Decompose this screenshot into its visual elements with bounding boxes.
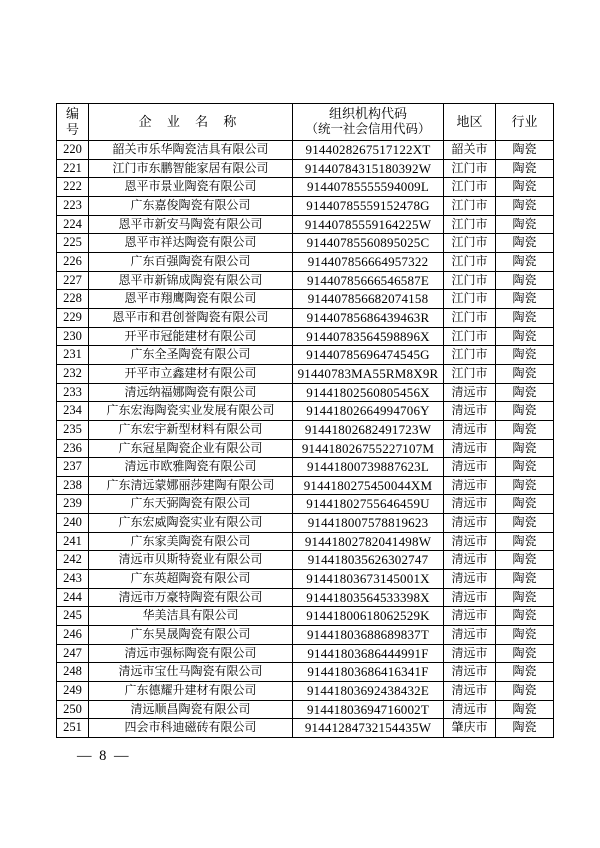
cell-credit-code: 91440785555594009L [293, 178, 444, 197]
cell-company-name: 广东昊晟陶瓷有限公司 [89, 626, 293, 645]
cell-credit-code: 91440785696474545G [293, 346, 444, 365]
cell-company-name: 广东德耀升建材有限公司 [89, 682, 293, 701]
cell-industry: 陶瓷 [496, 383, 554, 402]
cell-no: 240 [57, 514, 89, 533]
cell-region: 江门市 [444, 290, 496, 309]
cell-credit-code: 91441803688689837T [293, 626, 444, 645]
cell-industry: 陶瓷 [496, 626, 554, 645]
cell-no: 237 [57, 458, 89, 477]
cell-industry: 陶瓷 [496, 141, 554, 160]
cell-region: 清远市 [444, 551, 496, 570]
header-row [57, 104, 554, 141]
table-row [57, 607, 554, 626]
table-row [57, 215, 554, 234]
cell-region: 清远市 [444, 682, 496, 701]
cell-company-name: 恩平市新安马陶瓷有限公司 [89, 215, 293, 234]
cell-no: 221 [57, 159, 89, 178]
cell-no: 229 [57, 308, 89, 327]
cell-no: 223 [57, 196, 89, 215]
table-row [57, 327, 554, 346]
cell-credit-code: 91441800739887623L [293, 458, 444, 477]
cell-industry: 陶瓷 [496, 570, 554, 589]
cell-no: 232 [57, 364, 89, 383]
cell-credit-code: 91441802664994706Y [293, 402, 444, 421]
cell-industry: 陶瓷 [496, 682, 554, 701]
cell-region: 韶关市 [444, 141, 496, 160]
table-row [57, 420, 554, 439]
cell-company-name: 广东嘉俊陶瓷有限公司 [89, 196, 293, 215]
cell-industry: 陶瓷 [496, 607, 554, 626]
cell-no: 247 [57, 644, 89, 663]
table-row [57, 626, 554, 645]
cell-region: 清远市 [444, 644, 496, 663]
table-row [57, 570, 554, 589]
cell-region: 清远市 [444, 626, 496, 645]
cell-industry: 陶瓷 [496, 719, 554, 738]
cell-industry: 陶瓷 [496, 346, 554, 365]
cell-industry: 陶瓷 [496, 252, 554, 271]
cell-credit-code: 91440785559164225W [293, 215, 444, 234]
cell-region: 清远市 [444, 495, 496, 514]
cell-industry: 陶瓷 [496, 159, 554, 178]
cell-credit-code: 91441802782041498W [293, 532, 444, 551]
page-number: — 8 — [77, 748, 131, 764]
cell-company-name: 广东天弼陶瓷有限公司 [89, 495, 293, 514]
table-row [57, 495, 554, 514]
cell-credit-code: 91441802755646459U [293, 495, 444, 514]
cell-company-name: 广东全圣陶瓷有限公司 [89, 346, 293, 365]
cell-region: 江门市 [444, 159, 496, 178]
table-row [57, 141, 554, 160]
table-row [57, 159, 554, 178]
cell-credit-code: 914418026755227107M [293, 439, 444, 458]
cell-no: 226 [57, 252, 89, 271]
table-row [57, 196, 554, 215]
cell-credit-code: 91441803673145001X [293, 570, 444, 589]
cell-industry: 陶瓷 [496, 215, 554, 234]
cell-region: 清远市 [444, 532, 496, 551]
col-header-code-line1: 组织机构代码 [328, 106, 407, 122]
table-row [57, 271, 554, 290]
cell-industry: 陶瓷 [496, 271, 554, 290]
cell-region: 江门市 [444, 327, 496, 346]
cell-industry: 陶瓷 [496, 308, 554, 327]
cell-credit-code: 91440784315180392W [293, 159, 444, 178]
col-header-industry: 行业 [496, 104, 554, 141]
col-header-region: 地区 [444, 104, 496, 141]
cell-industry: 陶瓷 [496, 551, 554, 570]
cell-industry: 陶瓷 [496, 532, 554, 551]
table-row [57, 476, 554, 495]
col-header-no [57, 104, 89, 141]
cell-industry: 陶瓷 [496, 663, 554, 682]
table-row [57, 178, 554, 197]
cell-region: 江门市 [444, 271, 496, 290]
cell-region: 清远市 [444, 514, 496, 533]
cell-no: 228 [57, 290, 89, 309]
cell-company-name: 韶关市乐华陶瓷洁具有限公司 [89, 141, 293, 160]
cell-credit-code: 91440783MA55RM8X9R [293, 364, 444, 383]
cell-credit-code: 914407856682074158 [293, 290, 444, 309]
cell-region: 江门市 [444, 346, 496, 365]
cell-company-name: 清远市贝斯特瓷业有限公司 [89, 551, 293, 570]
table-row [57, 439, 554, 458]
cell-no: 234 [57, 402, 89, 421]
table-row [57, 719, 554, 738]
cell-company-name: 华美洁具有限公司 [89, 607, 293, 626]
cell-credit-code: 91441802682491723W [293, 420, 444, 439]
cell-credit-code: 9144028267517122XT [293, 141, 444, 160]
cell-region: 清远市 [444, 476, 496, 495]
cell-industry: 陶瓷 [496, 290, 554, 309]
cell-industry: 陶瓷 [496, 439, 554, 458]
cell-company-name: 广东家美陶瓷有限公司 [89, 532, 293, 551]
cell-no: 241 [57, 532, 89, 551]
cell-region: 江门市 [444, 308, 496, 327]
cell-credit-code: 91441800618062529K [293, 607, 444, 626]
cell-no: 233 [57, 383, 89, 402]
company-table-container [56, 103, 553, 738]
cell-company-name: 恩平市新锦成陶瓷有限公司 [89, 271, 293, 290]
cell-region: 清远市 [444, 570, 496, 589]
table-row [57, 700, 554, 719]
cell-company-name: 开平市冠能建材有限公司 [89, 327, 293, 346]
table-row [57, 308, 554, 327]
cell-no: 235 [57, 420, 89, 439]
cell-company-name: 清远纳福娜陶瓷有限公司 [89, 383, 293, 402]
cell-no: 243 [57, 570, 89, 589]
cell-no: 244 [57, 588, 89, 607]
cell-industry: 陶瓷 [496, 588, 554, 607]
table-body [57, 141, 554, 738]
table-row [57, 364, 554, 383]
cell-credit-code: 91441284732154435W [293, 719, 444, 738]
table-row [57, 383, 554, 402]
cell-region: 清远市 [444, 439, 496, 458]
cell-no: 250 [57, 700, 89, 719]
table-row [57, 458, 554, 477]
cell-no: 224 [57, 215, 89, 234]
cell-company-name: 开平市立鑫建材有限公司 [89, 364, 293, 383]
company-table [56, 103, 554, 738]
cell-region: 清远市 [444, 420, 496, 439]
cell-no: 231 [57, 346, 89, 365]
cell-no: 220 [57, 141, 89, 160]
cell-no: 246 [57, 626, 89, 645]
cell-credit-code: 91440785666546587E [293, 271, 444, 290]
cell-company-name: 清远市欧雅陶瓷有限公司 [89, 458, 293, 477]
cell-company-name: 广东冠星陶瓷企业有限公司 [89, 439, 293, 458]
cell-company-name: 广东百强陶瓷有限公司 [89, 252, 293, 271]
cell-company-name: 广东清远蒙娜丽莎建陶有限公司 [89, 476, 293, 495]
cell-no: 222 [57, 178, 89, 197]
cell-industry: 陶瓷 [496, 364, 554, 383]
cell-no: 245 [57, 607, 89, 626]
cell-industry: 陶瓷 [496, 458, 554, 477]
cell-region: 清远市 [444, 663, 496, 682]
cell-company-name: 恩平市祥达陶瓷有限公司 [89, 234, 293, 253]
col-header-name-label: 企 业 名 称 [138, 113, 243, 129]
cell-no: 242 [57, 551, 89, 570]
table-row [57, 644, 554, 663]
cell-company-name: 广东宏威陶瓷实业有限公司 [89, 514, 293, 533]
cell-credit-code: 91441803686444991F [293, 644, 444, 663]
table-header [57, 104, 554, 141]
cell-industry: 陶瓷 [496, 420, 554, 439]
cell-no: 248 [57, 663, 89, 682]
table-row [57, 551, 554, 570]
col-header-code-line2: （统一社会信用代码） [305, 122, 431, 137]
cell-credit-code: 914418007578819623 [293, 514, 444, 533]
cell-region: 江门市 [444, 178, 496, 197]
col-header-no-line1: 编 [65, 105, 79, 121]
cell-industry: 陶瓷 [496, 644, 554, 663]
cell-company-name: 恩平市和君创誉陶瓷有限公司 [89, 308, 293, 327]
col-header-name [89, 104, 293, 141]
cell-company-name: 清远顺昌陶瓷有限公司 [89, 700, 293, 719]
cell-credit-code: 91441802560805456X [293, 383, 444, 402]
cell-credit-code: 91441803564533398X [293, 588, 444, 607]
cell-company-name: 恩平市景业陶瓷有限公司 [89, 178, 293, 197]
cell-region: 清远市 [444, 458, 496, 477]
cell-company-name: 四会市科迪磁砖有限公司 [89, 719, 293, 738]
cell-industry: 陶瓷 [496, 327, 554, 346]
cell-region: 江门市 [444, 196, 496, 215]
cell-company-name: 广东宏宇新型材料有限公司 [89, 420, 293, 439]
cell-credit-code: 91440783564598896X [293, 327, 444, 346]
cell-industry: 陶瓷 [496, 495, 554, 514]
col-header-no-line2: 号 [65, 122, 79, 137]
table-row [57, 290, 554, 309]
cell-company-name: 清远市万豪特陶瓷有限公司 [89, 588, 293, 607]
cell-no: 230 [57, 327, 89, 346]
col-header-code [293, 104, 444, 141]
cell-industry: 陶瓷 [496, 476, 554, 495]
table-row [57, 346, 554, 365]
cell-region: 江门市 [444, 252, 496, 271]
cell-industry: 陶瓷 [496, 196, 554, 215]
cell-credit-code: 91440785686439463R [293, 308, 444, 327]
cell-credit-code: 91441803692438432E [293, 682, 444, 701]
cell-credit-code: 91440785559152478G [293, 196, 444, 215]
table-row [57, 532, 554, 551]
cell-no: 225 [57, 234, 89, 253]
cell-no: 239 [57, 495, 89, 514]
cell-region: 江门市 [444, 234, 496, 253]
cell-industry: 陶瓷 [496, 178, 554, 197]
cell-company-name: 广东宏海陶瓷实业发展有限公司 [89, 402, 293, 421]
cell-credit-code: 914418035626302747 [293, 551, 444, 570]
cell-no: 236 [57, 439, 89, 458]
cell-region: 清远市 [444, 588, 496, 607]
table-row [57, 588, 554, 607]
cell-no: 227 [57, 271, 89, 290]
cell-industry: 陶瓷 [496, 700, 554, 719]
cell-region: 清远市 [444, 700, 496, 719]
cell-company-name: 恩平市翔鹰陶瓷有限公司 [89, 290, 293, 309]
cell-region: 肇庆市 [444, 719, 496, 738]
cell-company-name: 广东英超陶瓷有限公司 [89, 570, 293, 589]
cell-credit-code: 91441803686416341F [293, 663, 444, 682]
table-row [57, 514, 554, 533]
cell-no: 249 [57, 682, 89, 701]
cell-credit-code: 914407856664957322 [293, 252, 444, 271]
cell-region: 清远市 [444, 383, 496, 402]
cell-industry: 陶瓷 [496, 514, 554, 533]
cell-company-name: 江门市东鹏智能家居有限公司 [89, 159, 293, 178]
cell-region: 江门市 [444, 364, 496, 383]
table-row [57, 663, 554, 682]
cell-industry: 陶瓷 [496, 402, 554, 421]
cell-credit-code: 91440785560895025C [293, 234, 444, 253]
table-row [57, 682, 554, 701]
table-row [57, 234, 554, 253]
cell-company-name: 清远市宝仕马陶瓷有限公司 [89, 663, 293, 682]
cell-region: 江门市 [444, 215, 496, 234]
table-row [57, 252, 554, 271]
cell-no: 251 [57, 719, 89, 738]
cell-region: 清远市 [444, 607, 496, 626]
table-row [57, 402, 554, 421]
cell-company-name: 清远市强标陶瓷有限公司 [89, 644, 293, 663]
cell-credit-code: 91441803694716002T [293, 700, 444, 719]
cell-region: 清远市 [444, 402, 496, 421]
cell-industry: 陶瓷 [496, 234, 554, 253]
cell-no: 238 [57, 476, 89, 495]
cell-credit-code: 9144180275450044XM [293, 476, 444, 495]
